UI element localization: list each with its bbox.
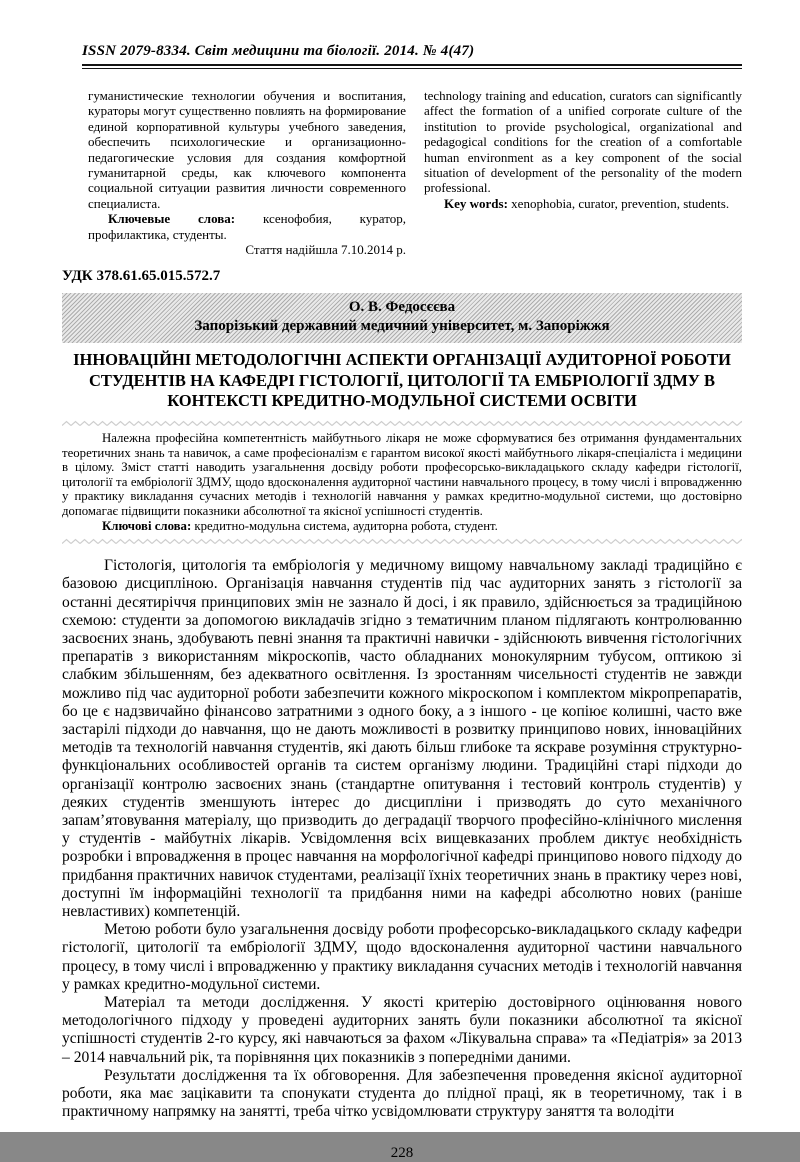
paragraph-lead: Матеріал та методи дослідження.: [104, 994, 350, 1011]
paragraph-lead: Результати дослідження та їх обговорення.: [104, 1066, 401, 1084]
author-affiliation-band: [62, 293, 742, 343]
resume-english-keywords: [424, 196, 742, 211]
zigzag-divider-bottom: [62, 538, 742, 545]
keywords-label-ru: Ключевые слова:: [108, 211, 236, 227]
udc-code: УДК 378.61.65.015.572.7: [62, 268, 221, 285]
body-paragraph-aim: [62, 921, 742, 994]
abstract-section: [62, 431, 742, 533]
abstract-text: Належна професійна компетентність майбутнього лікаря не може сформуватися без отримання фундаментальних теоретичних знань та навичок, а саме професіоналізм є гарантом високої якості майбутнього лікаря-спеціаліста і медицини в цілому. Зміст статті наводить узагальнення досвіду роботи професорсько-викладацького складу кафедри гістології, цитології та ембріології ЗДМУ, щодо вдосконалення аудиторної частини навчального процесу, в тому числі і впровадженню у практику викладання сучасних методів і технологій навчання у рамках кредитно-модульної системи, що достовірно допомагає підвищити показники абсолютної та якісної успішності студентів.: [62, 430, 742, 518]
paragraph-lead: Метою: [104, 921, 151, 939]
header-rule: [82, 64, 742, 69]
previous-article-resumes: [88, 88, 742, 257]
keywords-label-en: Key words:: [444, 195, 508, 211]
resume-column-english: [424, 88, 742, 257]
page-number: 228: [390, 1145, 414, 1162]
keywords-value-en: xenophobia, curator, prevention, students.: [507, 195, 730, 211]
received-date: Стаття надійшла 7.10.2014 р.: [245, 242, 406, 258]
body-paragraph-results: [62, 1067, 742, 1122]
author-name: О. В. Федосєєва: [348, 299, 456, 316]
abstract-keywords: [62, 519, 742, 534]
paragraph-text: Гістологія, цитологія та ембріологія у медичному вищому навчальному закладі традиційно є базовою дисципліною. Організація навчання студентів під час аудиторних занять з гістології за останні десятиріччя принципових змін не зазнало й досі, і як правило, здійснюється за традиційною схемою: студенти за допомогою викладачів згідно з тематичним планом підлягають контролюванню засвоєних знань, здобувають певні знання та практичні навички - здійснюють вивчення гістологічних препаратів з використанням мікроскопів, часто обладнаних монокулярним тубусом, оптикою зі слабким збільшенням, без адекватного освітлення. Із зростанням чисельності студентів не завжди можливо під час аудиторної роботи забезпечити кожного мікроскопом і комплектом мікропрепаратів, бо це є надзвичайно фінансово затратними з одного боку, а з іншого - це копіює колишні, часто вже застарілі підходи до навчання, що не дають можливості в розвитку принципово нових, інноваційних методів та технологій навчання студентів, які дають більш глибоке та яскраве розуміння структурно-функціональних особливостей органів та систем організму людини. Традиційні старі підходи до організації контролю засвоєних знань (стандартне опитування і тестовий контроль студентів) у деяких студентів зменшують інтерес до дисципліни і призводять до суто механічного запам’ятовування матеріалу, що призводить до деградації творчого професійно-клінічного мислення у студентів - майбутніх лікарів. Усвідомлення всіх вищевказаних проблем диктує необхідність розробки і впровадження в процес навчання на морфологічної кафедрі принципово нового підходу до придбання практичних навичок студентами, реалізації їхніх теоретичних знань в практику через нові, доступні їм інформаційні технології та придбання ними на кафедрі абсолютно нових (раніше невластивих) компетенцій.: [62, 557, 742, 920]
article-title: ІННОВАЦІЙНІ МЕТОДОЛОГІЧНІ АСПЕКТИ ОРГАНІЗАЦІЇ АУДИТОРНОЇ РОБОТИ СТУДЕНТІВ НА КАФЕДРІ ГІСТОЛОГІЇ, ЦИТОЛОГІЇ ТА ЕМБРІОЛОГІЇ ЗДМУ В КОНТЕКСТІ КРЕДИТНО-МОДУЛЬНОЇ СИСТЕМИ ОСВІТИ: [73, 350, 731, 411]
body-paragraph-intro: [62, 557, 742, 921]
paragraph-text: Для забезпечення проведення якісної аудиторної роботи, яка має зацікавити та спонукати студента до плідної праці, як в теоретичному, так і в практичному напрямку на занятті, треба чітко усвідомлювати структуру заняття та володіти: [62, 1066, 742, 1121]
paragraph-text: роботи було узагальнення досвіду роботи професорсько-викладацького складу кафедри гістології, цитології та ембріології ЗДМУ, щодо вдосконалення аудиторної частини навчального процесу, в тому числі і впровадженню у практику викладання сучасних методів і технологій навчання у рамках кредитно-модульної системи.: [62, 921, 742, 993]
zigzag-divider-top: [62, 420, 742, 427]
keywords-label-ua: Ключові слова:: [102, 518, 192, 533]
keywords-value-ua: кредитно-модульна система, аудиторна робота, студент.: [191, 518, 498, 533]
keywords-value-ru: ксенофобия, куратор, профилактика, студенты.: [88, 211, 406, 242]
resume-column-russian: [88, 88, 406, 257]
body-paragraph-methods: [62, 994, 742, 1067]
paragraph-text: У якості критерію достовірного оцінювання нового методологічного підходу у проведені аудиторних занять були показники абсолютної та якісної успішності студентів 2-го курсу, які навчаються за фахом «Лікувальна справа» та «Педіатрія» за 2013 – 2014 навчальний рік, та порівняння цих показників з попередніми даними.: [62, 994, 742, 1066]
resume-english-text: technology training and education, curators can significantly affect the formation of a unified corporate culture of the institution to provide psychological, organizational and pedagogical conditions for the creation of a comfortable human environment as a key component of the social situation of development of the personality of the modern professional.: [424, 88, 742, 196]
resume-russian-text: гуманистические технологии обучения и воспитания, кураторы могут существенно повлиять на формирование единой корпоративной культуры учебного заведения, обеспечить психологические и организационно-педагогические условия для создания комфортной гуманитарной среды, как ключевого компонента социальной ситуации развития личности современного специалиста.: [88, 88, 406, 211]
resume-russian-keywords: [88, 211, 406, 242]
article-body: [62, 557, 742, 1121]
author-affiliation: Запорізький державний медичний університет, м. Запоріжжя: [194, 318, 610, 335]
journal-issn-header: ISSN 2079-8334. Світ медицини та біології. 2014. № 4(47): [82, 43, 475, 59]
